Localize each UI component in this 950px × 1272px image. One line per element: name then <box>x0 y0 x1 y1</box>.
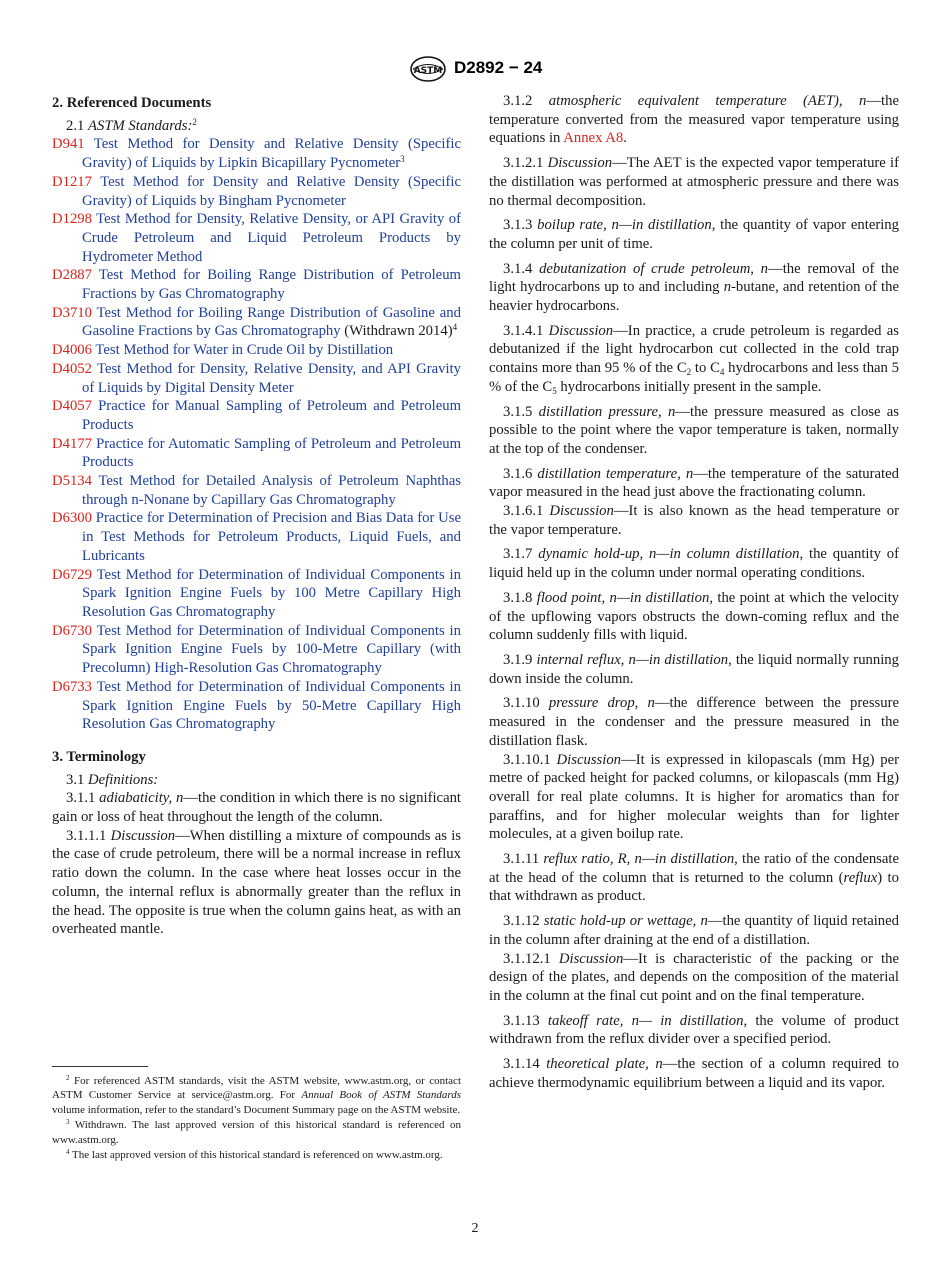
reference-d941 <box>52 135 461 172</box>
reference-d4177 <box>52 435 461 472</box>
reference-title-link[interactable]: Test Method for Determination of Individual Components in Spark Ignition Engine Fuels by 100-Metre Capillary (with Precolumn) High-Resolution Gas Chromatography <box>82 622 461 677</box>
reference-d4006 <box>52 341 461 360</box>
definition-takeoff-rate: 3.1.13 takeoff rate, n— in distillation, the volume of product withdrawn from the reflux divider over a specified period. <box>489 1012 899 1048</box>
reference-code-link[interactable]: D3710 <box>52 304 92 321</box>
document-designation: D2892 − 24 <box>454 58 543 77</box>
reference-d3710 <box>52 304 461 341</box>
footnote-marker: 3 <box>400 154 405 165</box>
left-column <box>52 92 461 939</box>
svg-text:ASTM: ASTM <box>413 66 443 76</box>
page-header <box>0 56 950 84</box>
reference-code-link[interactable]: D4052 <box>52 360 92 377</box>
discussion-distillation-temperature: 3.1.6.1 Discussion—It is also known as the head temperature or the vapor temperature. <box>489 503 900 538</box>
section-3-heading: 3. Terminology <box>52 748 146 765</box>
definition-pressure-drop: 3.1.10 pressure drop, n—the difference between the pressure measured in the condenser and the pressure measured in the distillation flask. <box>489 695 900 749</box>
reference-title-link[interactable]: Test Method for Water in Crude Oil by Distillation <box>95 342 394 359</box>
reference-d6300 <box>52 509 461 565</box>
reference-title-link[interactable]: Test Method for Determination of Individual Components in Spark Ignition Engine Fuels by 50-Metre Capillary High Resolution Gas Chromatography <box>82 678 461 733</box>
reference-title-link[interactable]: Test Method for Density and Relative Density (Specific Gravity) of Liquids by Bingham Pycnometer <box>82 173 461 209</box>
reference-title-link[interactable]: Practice for Manual Sampling of Petroleum and Petroleum Products <box>82 398 461 433</box>
definition-reflux-ratio: 3.1.11 reflux ratio, R, n—in distillation, the ratio of the condensate at the head of the column that is returned to the column (reflux) to that withdrawn as product. <box>489 851 900 905</box>
footnotes <box>52 1074 461 1163</box>
reference-code-link[interactable]: D4057 <box>52 398 92 415</box>
reference-code-link[interactable]: D5134 <box>52 473 92 490</box>
reference-code-link[interactable]: D6729 <box>52 566 92 583</box>
reference-title-link[interactable]: Test Method for Boiling Range Distribution of Petroleum Fractions by Gas Chromatography <box>82 267 461 303</box>
annex-a8-link[interactable]: Annex A8 <box>563 130 624 147</box>
reference-d1217 <box>52 173 461 210</box>
reference-d4057 <box>52 397 461 434</box>
reference-d6730 <box>52 622 461 678</box>
page-number: 2 <box>471 1221 479 1236</box>
reference-d4052 <box>52 360 461 397</box>
reference-code-link[interactable]: D4006 <box>52 342 92 359</box>
reference-title-link[interactable]: Practice for Automatic Sampling of Petroleum and Petroleum Products <box>82 435 462 471</box>
reference-title-link[interactable]: Test Method for Density and Relative Density (Specific Gravity) of Liquids by Lipkin Bicapillary Pycnometer <box>82 136 461 172</box>
definitions-subheading: 3.1 Definitions: <box>66 771 159 788</box>
definition-aet: 3.1.2 atmospheric equivalent temperature (AET), n—the temperature converted from the measured vapor temperature using equations in Annex A8. <box>489 93 899 147</box>
definition-adiabaticity: 3.1.1 adiabaticity, n—the condition in which there is no significant gain or loss of heat throughout the length of the column. <box>52 790 462 826</box>
reference-d2887 <box>52 266 461 303</box>
discussion-adiabaticity: 3.1.1.1 Discussion—When distilling a mixture of compounds as is the case of crude petroleum, there will be a normal increase in reflux ratio down the column. In the case where heat losses occur in the column, the internal reflux is abnormally greater than the reflux in the head. The opposite is true when the column gains heat, as with an overheated mantle. <box>52 827 461 938</box>
reference-title-link[interactable]: Test Method for Detailed Analysis of Petroleum Naphthas through n-Nonane by Capillary Gas Chromatography <box>82 473 461 508</box>
reference-d5134 <box>52 472 461 509</box>
reference-code-link[interactable]: D1298 <box>52 211 92 228</box>
definition-theoretical-plate: 3.1.14 theoretical plate, n—the section of a column required to achieve thermodynamic equilibrium between a liquid and its vapor. <box>489 1056 900 1091</box>
right-column <box>489 92 899 1092</box>
reference-code-link[interactable]: D2887 <box>52 267 92 284</box>
reference-list <box>52 135 461 734</box>
reference-code-link[interactable]: D6730 <box>52 622 92 639</box>
footnote-3: $^3$ Withdrawn. The last approved version of this historical standard is referenced on www.astm.org. <box>52 1118 461 1146</box>
reference-d1298 <box>52 210 461 266</box>
reference-code-link[interactable]: D1217 <box>52 173 92 190</box>
discussion-static-hold-up: 3.1.12.1 Discussion—It is characteristic of the packing or the design of the plates, and depends on the composition of the material in the column at the final cut point and on the final temperature. <box>489 950 899 1004</box>
definition-static-hold-up: 3.1.12 static hold-up or wettage, n—the quantity of liquid retained in the column after draining at the end of a distillation. <box>489 913 900 948</box>
reference-code-link[interactable]: D941 <box>52 136 85 153</box>
definition-distillation-temperature: 3.1.6 distillation temperature, n—the temperature of the saturated vapor measured in the head just above the fractionating column. <box>489 465 899 501</box>
reference-code-link[interactable]: D6733 <box>52 678 92 695</box>
discussion-aet: 3.1.2.1 Discussion—The AET is the expected vapor temperature if the distillation was performed at atmospheric pressure and there was no thermal decomposition. <box>489 155 900 209</box>
section-2-heading: 2. Referenced Documents <box>52 95 212 111</box>
reference-title-link[interactable]: Test Method for Boiling Range Distribution of Gasoline and Gasoline Fractions by Gas Chromatography <box>82 304 461 340</box>
footnote-marker: 4 <box>452 322 458 333</box>
reference-code-link[interactable]: D6300 <box>52 510 92 527</box>
definition-distillation-pressure: 3.1.5 distillation pressure, n—the pressure measured as close as possible to the point where the vapor temperature is taken, normally at the top of the condenser. <box>489 403 900 457</box>
footnote-2: $^2$ For referenced ASTM standards, visit the ASTM website, www.astm.org, or contact ASTM Customer Service at service@astm.org. For Annual Book of ASTM Standards volume information, refer to the standard’s Document Summary page on the ASTM website. <box>52 1074 461 1116</box>
astm-standards-subheading: 2.1 ASTM Standards:$^2$ <box>66 116 197 134</box>
definition-boilup-rate: 3.1.3 boilup rate, n—in distillation, the quantity of vapor entering the column per unit of time. <box>489 217 899 252</box>
reference-title-link[interactable]: Test Method for Density, Relative Density, and API Gravity of Liquids by Digital Density Meter <box>82 360 461 396</box>
astm-logo-icon <box>409 56 447 82</box>
reference-title-link[interactable]: Test Method for Density, Relative Density, or API Gravity of Crude Petroleum and Liquid Petroleum Products by Hydrometer Method <box>82 211 461 265</box>
reference-title-link[interactable]: Practice for Determination of Precision and Bias Data for Use in Test Methods for Petroleum Products, Liquid Fuels, and Lubricants <box>82 510 462 564</box>
discussion-debutanization: 3.1.4.1 Discussion—In practice, a crude petroleum is regarded as debutanized if the light hydrocarbon cut collected in the cold trap contains more than 95 % of the $C_2$ to $C_4$ hydrocarbons and less than 5 % of the $C_5$ hydrocarbons initially present in the sample. <box>489 322 900 396</box>
reference-title-link[interactable]: Test Method for Determination of Individual Components in Spark Ignition Engine Fuels by 100 Metre Capillary High Resolution Gas Chromatography <box>82 566 461 620</box>
reference-note: (Withdrawn 2014) <box>344 323 453 340</box>
reference-code-link[interactable]: D4177 <box>52 435 92 452</box>
definition-internal-reflux: 3.1.9 internal reflux, n—in distillation, the liquid normally running down inside the column. <box>489 651 899 687</box>
definition-flood-point: 3.1.8 flood point, n—in distillation, the point at which the velocity of the upflowing vapors obstructs the down-coming reflux and the column suddenly fills with liquid. <box>489 589 900 644</box>
definition-dynamic-hold-up: 3.1.7 dynamic hold-up, n—in column distillation, the quantity of liquid held up in the column under normal operating conditions. <box>489 546 899 582</box>
footnote-4: $^4$ The last approved version of this historical standard is referenced on www.astm.org. <box>66 1148 443 1162</box>
discussion-pressure-drop: 3.1.10.1 Discussion—It is expressed in kilopascals (mm Hg) per metre of packed height for packed columns, or kilopascals (mm Hg) overall for real plate columns. It is higher for aromatics than for paraffins, and for higher molecular weights than for lighter molecules, at a given boilup rate. <box>489 751 900 843</box>
definition-debutanization: 3.1.4 debutanization of crude petroleum, n—the removal of the light hydrocarbons up to and including n-butane, and retention of the heavier hydrocarbons. <box>489 260 900 315</box>
footnote-divider <box>52 1066 148 1067</box>
reference-d6733 <box>52 678 461 734</box>
reference-d6729 <box>52 566 461 622</box>
